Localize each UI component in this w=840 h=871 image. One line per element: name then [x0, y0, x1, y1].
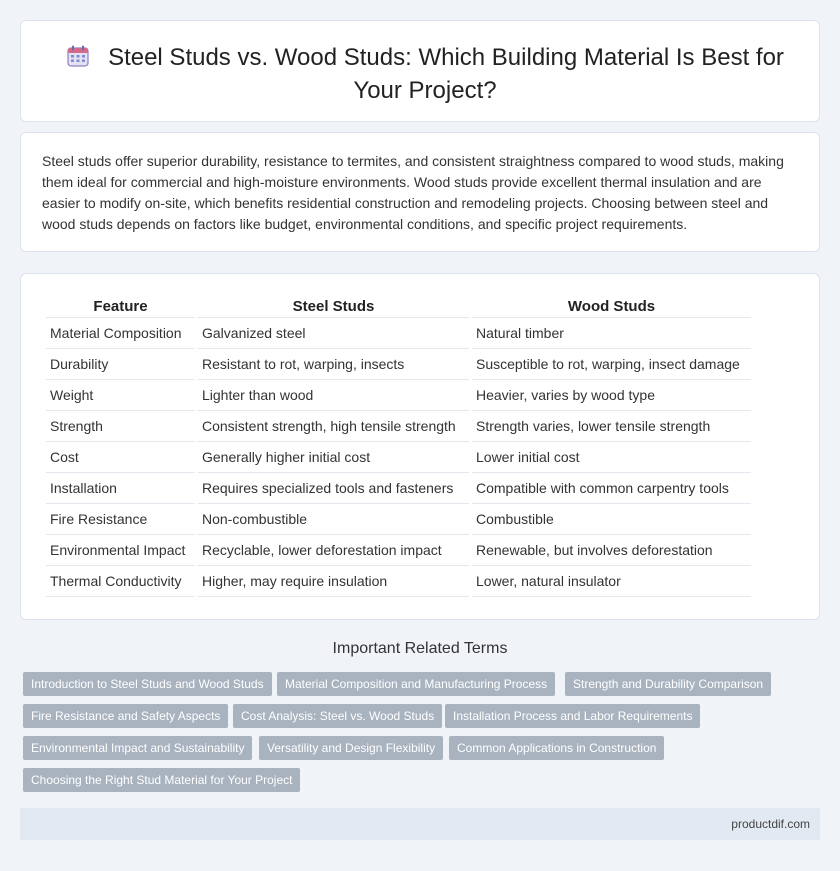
table-cell: Compatible with common carpentry tools	[472, 473, 751, 504]
table-cell: Galvanized steel	[198, 318, 469, 349]
related-term-tag[interactable]: Cost Analysis: Steel vs. Wood Studs	[233, 704, 442, 728]
related-term-tag[interactable]: Fire Resistance and Safety Aspects	[23, 704, 228, 728]
related-terms-title: Important Related Terms	[332, 640, 508, 657]
table-cell: Cost	[46, 442, 195, 473]
related-term-tag[interactable]: Versatility and Design Flexibility	[259, 736, 443, 760]
table-cell: Weight	[46, 380, 195, 411]
table-row	[46, 411, 751, 442]
table-row	[46, 566, 751, 597]
table-cell: Lighter than wood	[198, 380, 469, 411]
related-term-tag[interactable]: Installation Process and Labor Requirements	[445, 704, 700, 728]
intro-paragraph: Steel studs offer superior durability, resistance to termites, and consistent straightness compared to wood studs, making them ideal for commercial and high-moisture environments. Wood studs provide excellent thermal insulation and are easier to modify on-site, which benefits residential construction and remodeling projects. Choosing between steel and wood studs depends on factors like budget, environmental conditions, and specific project requirements.	[42, 153, 784, 232]
table-row	[46, 504, 751, 535]
table-cell: Renewable, but involves deforestation	[472, 535, 751, 566]
table-cell: Durability	[46, 349, 195, 380]
table-row	[46, 380, 751, 411]
table-cell: Heavier, varies by wood type	[472, 380, 751, 411]
table-cell: Non-combustible	[198, 504, 469, 535]
column-header-wood: Wood Studs	[472, 294, 751, 318]
related-term-tag[interactable]: Material Composition and Manufacturing Process	[277, 672, 555, 696]
footer-site-name: productdif.com	[731, 817, 810, 831]
page-title-text: Steel Studs vs. Wood Studs: Which Building Material Is Best for Your Project?	[108, 44, 784, 104]
calendar-icon	[66, 44, 90, 76]
page-title	[61, 43, 789, 106]
table-cell: Strength varies, lower tensile strength	[472, 411, 751, 442]
intro-card	[20, 132, 820, 252]
table-cell: Consistent strength, high tensile strength	[198, 411, 469, 442]
comparison-card	[20, 273, 820, 620]
related-term-tag[interactable]: Choosing the Right Stud Material for Your Project	[23, 768, 300, 792]
related-term-tag[interactable]: Introduction to Steel Studs and Wood Studs	[23, 672, 272, 696]
table-cell: Resistant to rot, warping, insects	[198, 349, 469, 380]
column-header-feature: Feature	[46, 294, 195, 318]
comparison-table	[43, 294, 754, 597]
table-row	[46, 318, 751, 349]
column-header-steel: Steel Studs	[198, 294, 469, 318]
table-cell: Susceptible to rot, warping, insect damage	[472, 349, 751, 380]
table-cell: Requires specialized tools and fasteners	[198, 473, 469, 504]
table-cell: Environmental Impact	[46, 535, 195, 566]
related-term-tag[interactable]: Environmental Impact and Sustainability	[23, 736, 252, 760]
table-cell: Installation	[46, 473, 195, 504]
table-cell: Generally higher initial cost	[198, 442, 469, 473]
table-cell: Fire Resistance	[46, 504, 195, 535]
table-row	[46, 473, 751, 504]
table-row	[46, 349, 751, 380]
table-cell: Combustible	[472, 504, 751, 535]
table-cell: Thermal Conductivity	[46, 566, 195, 597]
table-row	[46, 535, 751, 566]
table-cell: Higher, may require insulation	[198, 566, 469, 597]
table-header-row	[46, 294, 751, 318]
table-cell: Material Composition	[46, 318, 195, 349]
related-term-tag[interactable]: Common Applications in Construction	[449, 736, 664, 760]
table-cell: Lower initial cost	[472, 442, 751, 473]
table-cell: Lower, natural insulator	[472, 566, 751, 597]
table-cell: Natural timber	[472, 318, 751, 349]
table-cell: Recyclable, lower deforestation impact	[198, 535, 469, 566]
related-term-tag[interactable]: Strength and Durability Comparison	[565, 672, 771, 696]
table-cell: Strength	[46, 411, 195, 442]
footer	[20, 808, 820, 840]
table-row	[46, 442, 751, 473]
title-card	[20, 20, 820, 122]
